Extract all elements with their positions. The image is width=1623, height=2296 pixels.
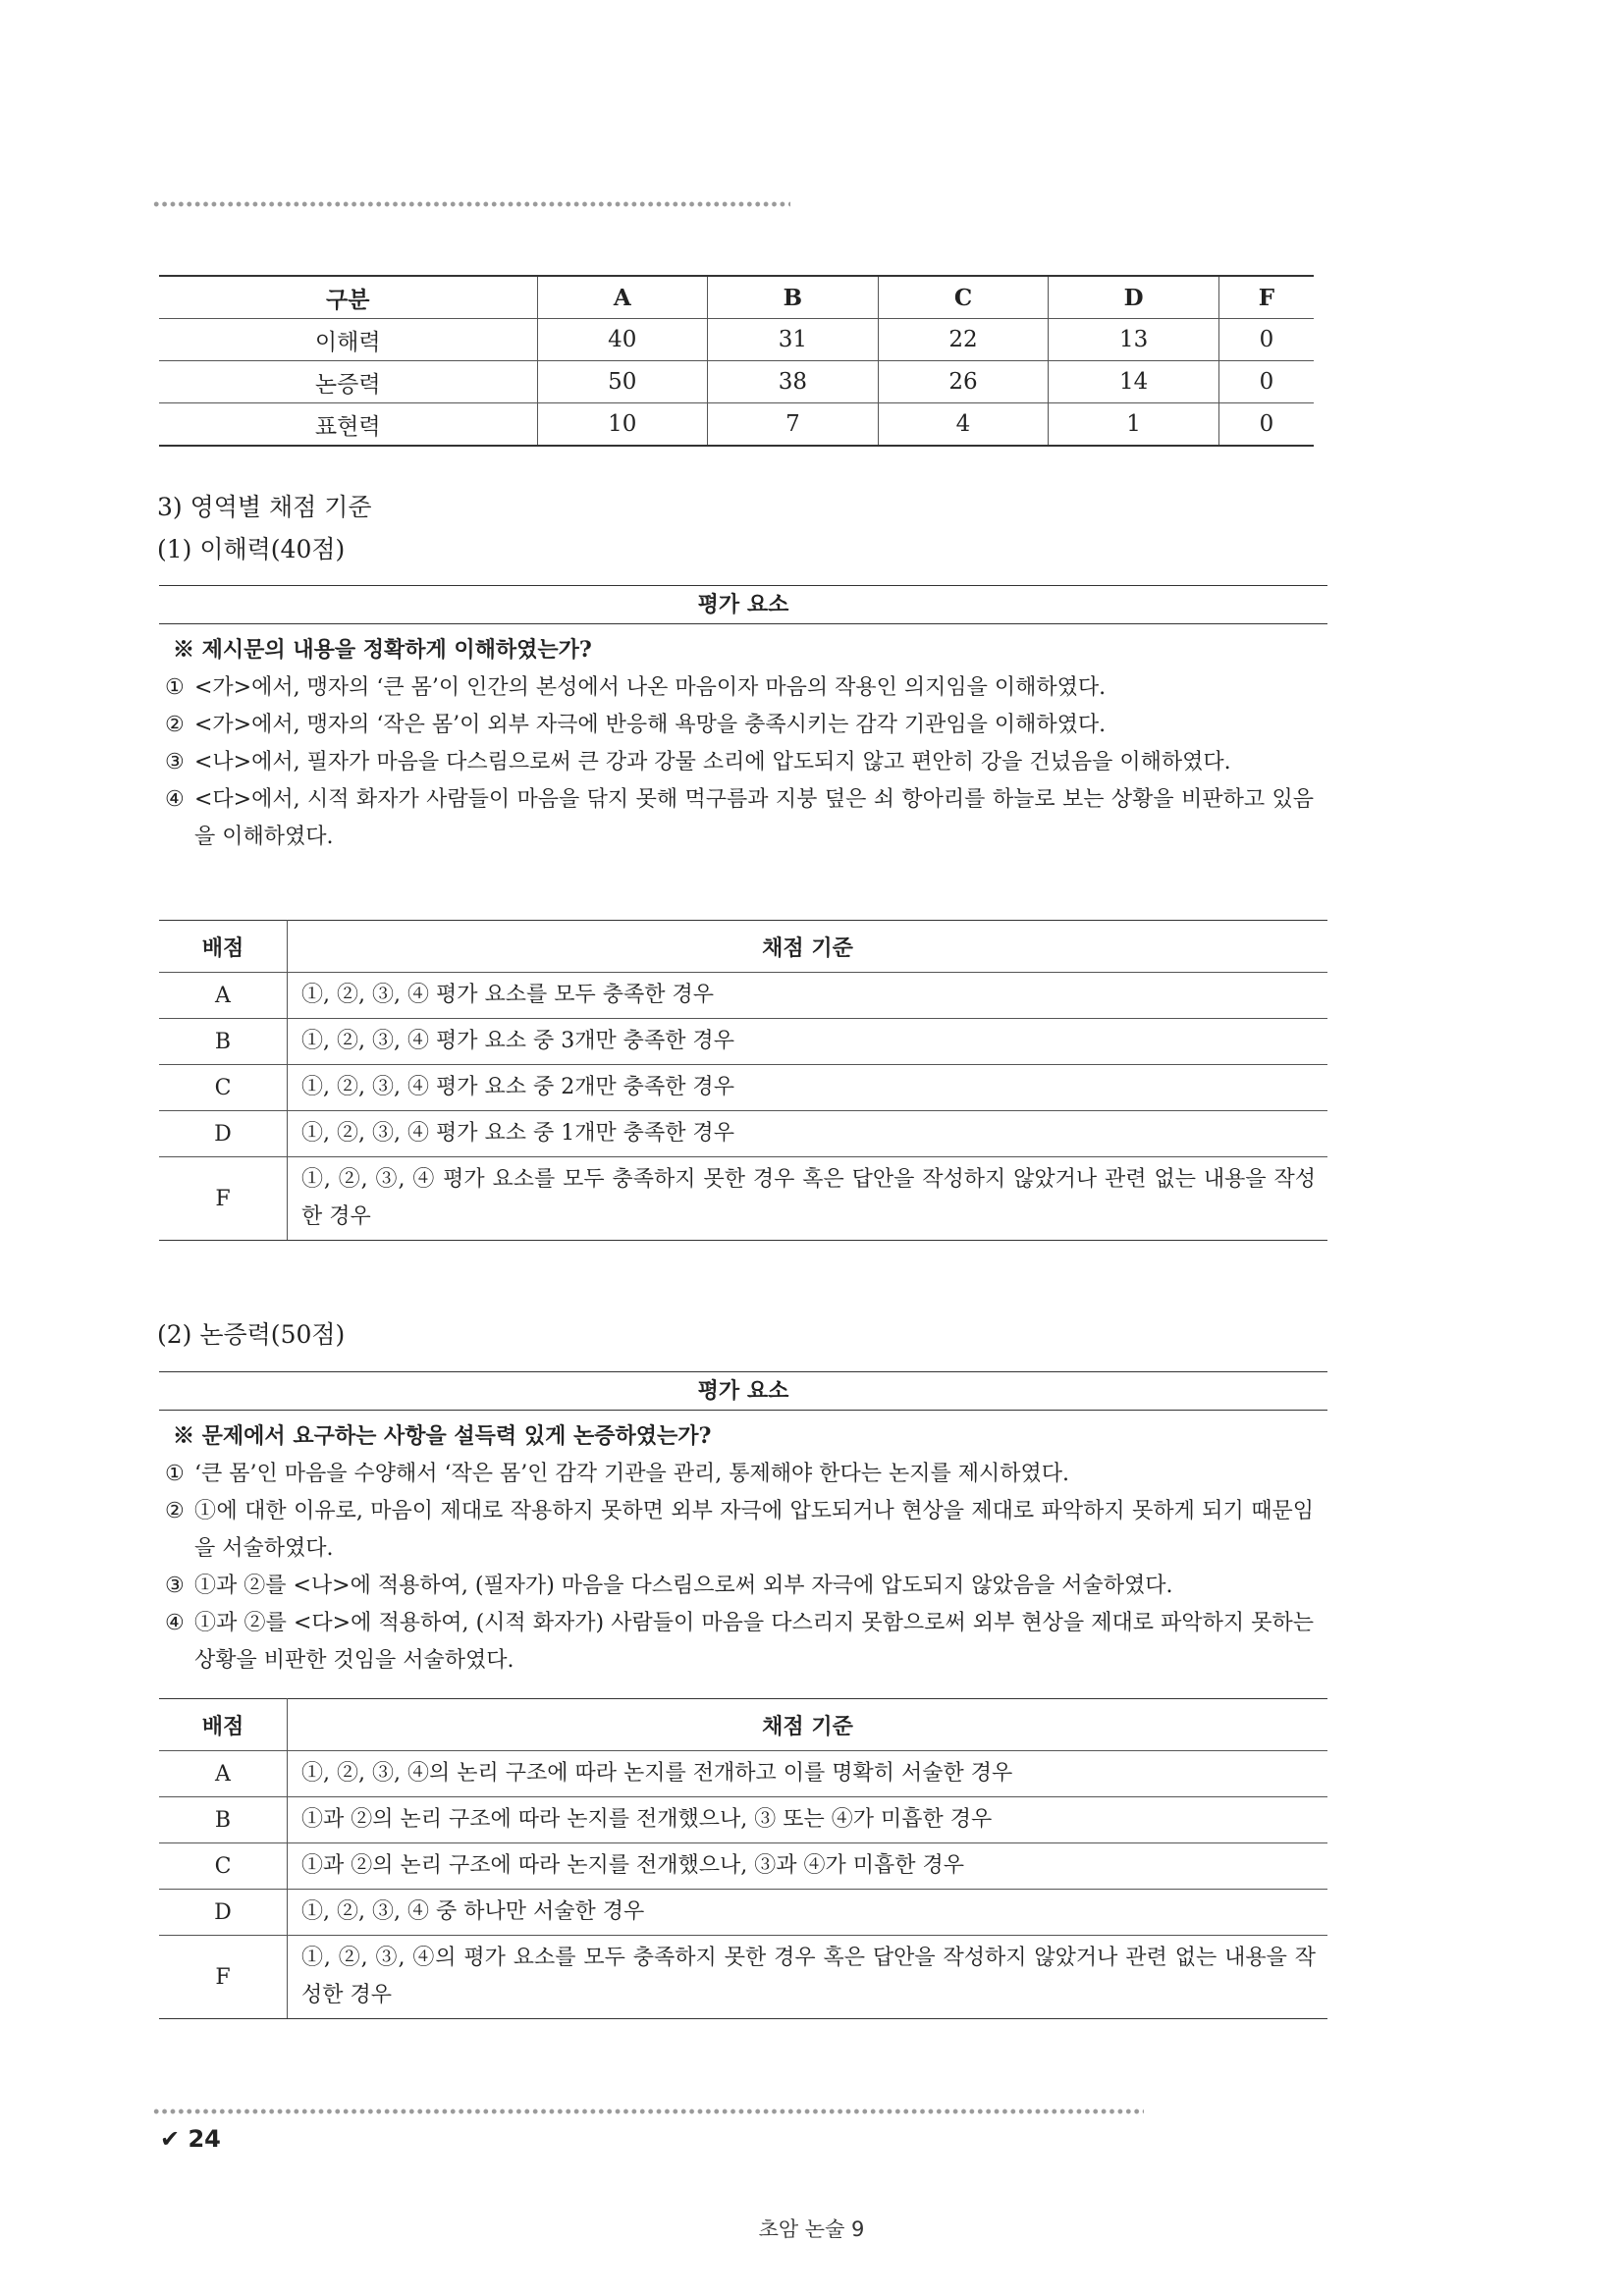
table-row: [159, 1890, 1327, 1936]
item-number: ③: [165, 1574, 185, 1598]
table-header-row: [159, 921, 1327, 973]
grade-cell: D: [159, 1890, 288, 1936]
dotted-divider-bottom: [152, 2109, 1144, 2114]
table-cell: 10: [537, 403, 708, 447]
grade-cell: C: [159, 1843, 288, 1890]
section-title: 3) 영역별 채점 기준: [157, 493, 372, 521]
column-header: 구분: [159, 276, 537, 319]
criteria-cell: ①, ②, ③, ④ 평가 요소 중 2개만 충족한 경우: [288, 1065, 1328, 1111]
evaluation-question: ※ 제시문의 내용을 정확하게 이해하였는가?: [173, 637, 592, 663]
part2-rubric-table: [159, 1698, 1327, 2019]
item-number: ④: [165, 1611, 185, 1635]
criteria-cell: ①, ②, ③, ④의 논리 구조에 따라 논지를 전개하고 이를 명확히 서술한 경우: [288, 1751, 1328, 1797]
item-number: ②: [165, 1499, 185, 1523]
grade-cell: F: [159, 1157, 288, 1241]
page-number: ✔ 24: [160, 2125, 221, 2153]
column-header: F: [1218, 276, 1314, 319]
part1-evaluation-elements: [159, 585, 1327, 856]
table-row: [159, 1843, 1327, 1890]
evaluation-item: [159, 744, 1327, 781]
row-label: 논증력: [159, 361, 537, 403]
part2-title: (2) 논증력(50점): [157, 1320, 346, 1349]
table-row: [159, 973, 1327, 1019]
column-header: D: [1049, 276, 1219, 319]
part1-rubric-table: [159, 920, 1327, 1241]
item-number: ①: [165, 675, 185, 700]
column-header: 배점: [159, 921, 288, 973]
column-header: 채점 기준: [288, 1699, 1328, 1751]
column-header: B: [708, 276, 879, 319]
table-cell: 0: [1218, 319, 1314, 361]
grade-cell: A: [159, 973, 288, 1019]
row-label: 표현력: [159, 403, 537, 447]
evaluation-item: [159, 1605, 1327, 1680]
table-cell: 1: [1049, 403, 1219, 447]
evaluation-item: [159, 669, 1327, 707]
item-text: ①에 대한 이유로, 마음이 제대로 작용하지 못하면 외부 자극에 압도되거나 현상을 제대로 파악하지 못하게 되기 때문임을 서술하였다.: [194, 1499, 1314, 1561]
table-cell: 38: [708, 361, 879, 403]
criteria-cell: ①, ②, ③, ④ 평가 요소 중 3개만 충족한 경우: [288, 1019, 1328, 1065]
criteria-cell: ①, ②, ③, ④ 평가 요소를 모두 충족하지 못한 경우 혹은 답안을 작성하지 않았거나 관련 없는 내용을 작성한 경우: [288, 1157, 1328, 1241]
table-row: [159, 1936, 1327, 2019]
criteria-cell: ①, ②, ③, ④의 평가 요소를 모두 충족하지 못한 경우 혹은 답안을 작성하지 않았거나 관련 없는 내용을 작성한 경우: [288, 1936, 1328, 2019]
table-cell: 0: [1218, 361, 1314, 403]
table-cell: 4: [878, 403, 1049, 447]
evaluation-item: [159, 1456, 1327, 1493]
table-cell: 50: [537, 361, 708, 403]
footer-text: 초암 논술 9: [758, 2217, 865, 2241]
criteria-cell: ①, ②, ③, ④ 평가 요소를 모두 충족한 경우: [288, 973, 1328, 1019]
item-text: <나>에서, 필자가 마음을 다스림으로써 큰 강과 강물 소리에 압도되지 않고 편안히 강을 건넜음을 이해하였다.: [194, 750, 1231, 774]
table-header-row: [159, 276, 1314, 319]
column-header: 채점 기준: [288, 921, 1328, 973]
grade-cell: B: [159, 1797, 288, 1843]
table-header-row: [159, 1699, 1327, 1751]
dotted-divider-top: [152, 201, 790, 207]
grade-cell: A: [159, 1751, 288, 1797]
item-text: ‘큰 몸’인 마음을 수양해서 ‘작은 몸’인 감각 기관을 관리, 통제해야 한다는 논지를 제시하였다.: [194, 1462, 1069, 1486]
table-row: [159, 319, 1314, 361]
table-row: [159, 1751, 1327, 1797]
table-cell: 31: [708, 319, 879, 361]
criteria-cell: ①과 ②의 논리 구조에 따라 논지를 전개했으나, ③ 또는 ④가 미흡한 경우: [288, 1797, 1328, 1843]
part2-evaluation-elements: [159, 1371, 1327, 1680]
table-row: [159, 1157, 1327, 1241]
grade-cell: F: [159, 1936, 288, 2019]
table-cell: 7: [708, 403, 879, 447]
item-text: <다>에서, 시적 화자가 사람들이 마음을 닦지 못해 먹구름과 지붕 덮은 쇠 항아리를 하늘로 보는 상황을 비판하고 있음을 이해하였다.: [194, 787, 1314, 849]
criteria-cell: ①과 ②의 논리 구조에 따라 논지를 전개했으나, ③과 ④가 미흡한 경우: [288, 1843, 1328, 1890]
table-row: [159, 361, 1314, 403]
evaluation-item: [159, 1568, 1327, 1605]
criteria-cell: ①, ②, ③, ④ 평가 요소 중 1개만 충족한 경우: [288, 1111, 1328, 1157]
column-header: 배점: [159, 1699, 288, 1751]
item-number: ③: [165, 750, 185, 774]
evaluation-item: [159, 781, 1327, 856]
item-text: ①과 ②를 <나>에 적용하여, (필자가) 마음을 다스림으로써 외부 자극에 압도되지 않았음을 서술하였다.: [194, 1574, 1173, 1598]
grade-cell: D: [159, 1111, 288, 1157]
item-text: ①과 ②를 <다>에 적용하여, (시적 화자가) 사람들이 마음을 다스리지 못함으로써 외부 현상을 제대로 파악하지 못하는 상황을 비판한 것임을 서술하였다.: [194, 1611, 1314, 1673]
column-header: A: [537, 276, 708, 319]
evaluation-item: [159, 707, 1327, 744]
evaluation-elements-header: 평가 요소: [159, 1371, 1327, 1411]
column-header: C: [878, 276, 1049, 319]
table-cell: 0: [1218, 403, 1314, 447]
table-cell: 22: [878, 319, 1049, 361]
table-row: [159, 1797, 1327, 1843]
table-row: [159, 1111, 1327, 1157]
criteria-cell: ①, ②, ③, ④ 중 하나만 서술한 경우: [288, 1890, 1328, 1936]
evaluation-question: ※ 문제에서 요구하는 사항을 설득력 있게 논증하였는가?: [173, 1423, 712, 1449]
row-label: 이해력: [159, 319, 537, 361]
item-number: ①: [165, 1462, 185, 1486]
table-cell: 40: [537, 319, 708, 361]
table-cell: 13: [1049, 319, 1219, 361]
item-text: <가>에서, 맹자의 ‘큰 몸’이 인간의 본성에서 나온 마음이자 마음의 작용인 의지임을 이해하였다.: [194, 675, 1107, 700]
score-distribution-table: [159, 275, 1314, 447]
table-cell: 26: [878, 361, 1049, 403]
table-row: [159, 1019, 1327, 1065]
item-number: ②: [165, 713, 185, 737]
item-text: <가>에서, 맹자의 ‘작은 몸’이 외부 자극에 반응해 욕망을 충족시키는 감각 기관임을 이해하였다.: [194, 713, 1107, 737]
evaluation-item: [159, 1493, 1327, 1568]
part1-title: (1) 이해력(40점): [157, 535, 346, 563]
table-cell: 14: [1049, 361, 1219, 403]
evaluation-elements-header: 평가 요소: [159, 585, 1327, 624]
table-row: [159, 403, 1314, 447]
grade-cell: B: [159, 1019, 288, 1065]
item-number: ④: [165, 787, 185, 812]
grade-cell: C: [159, 1065, 288, 1111]
table-row: [159, 1065, 1327, 1111]
